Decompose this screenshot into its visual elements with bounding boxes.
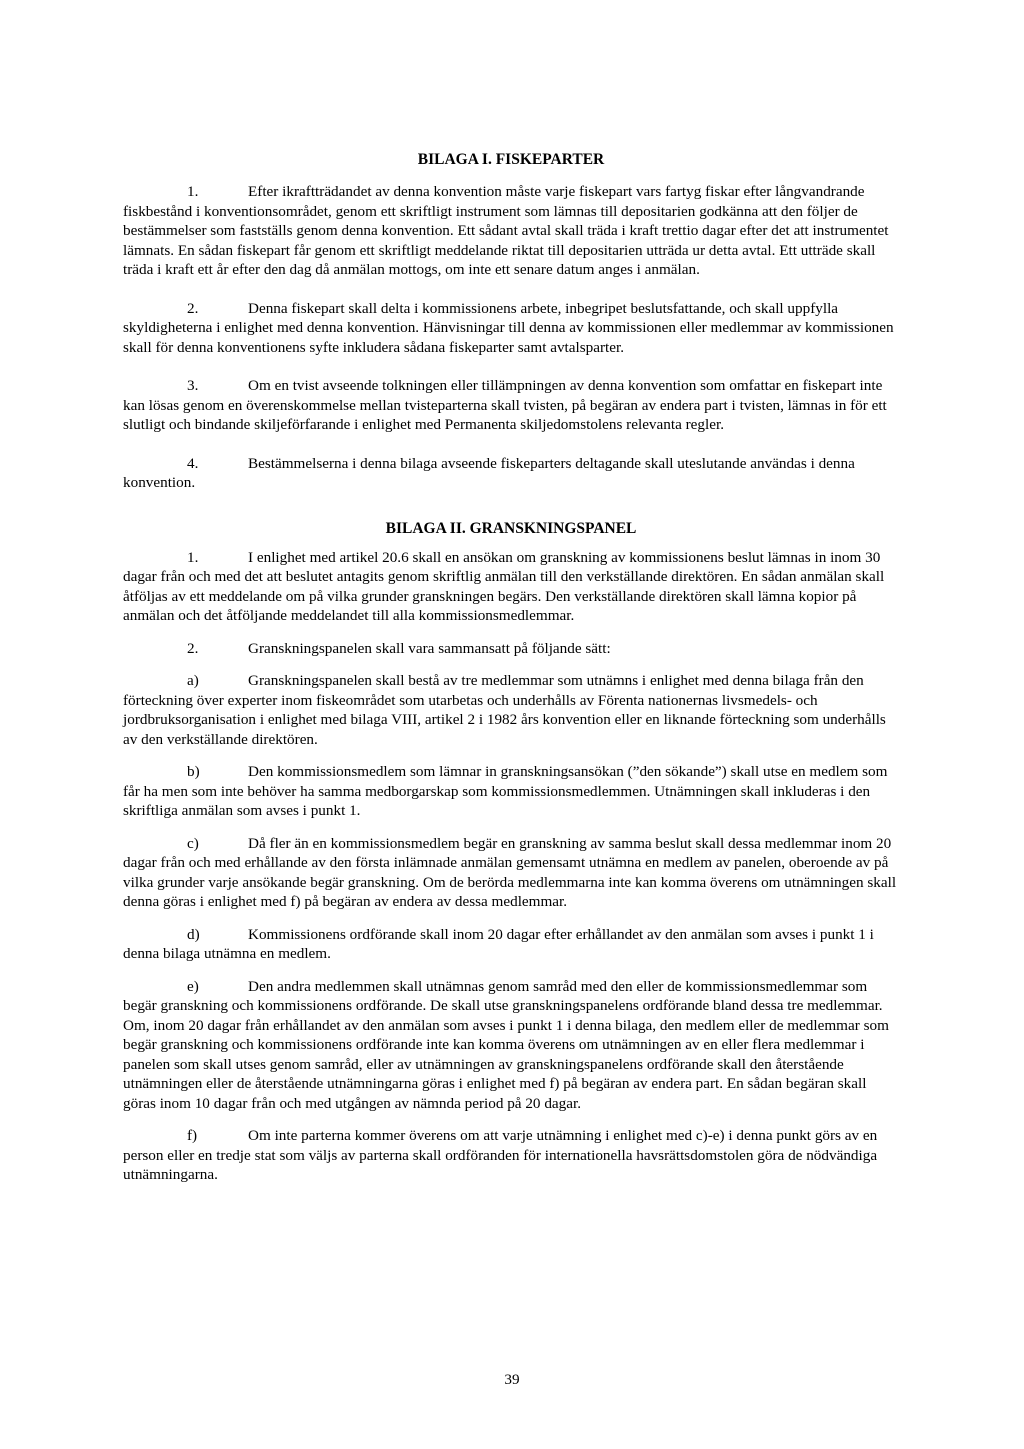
annex-2-item-e	[123, 977, 899, 1114]
item-text: Den andra medlemmen skall utnämnas genom samråd med den eller de kommissionsmedlemmar som begär granskning och kommissionens ordförande. De skall utse granskningspanelens ordförande bland dessa tre medlemmar. Om, inom 20 dagar från erhållandet av den anmälan som avses i punkt 1 i denna bilaga, den medlem eller de medlemmar som begär granskning och kommissionens ordförande inte kan komma överens om utnämningen av en eller flera medlemmar i panelen som skall utses genom samråd, eller av utnämningen av granskningspanelens ordförande skall den återstående utnämningen eller de återstående utnämningarna göras i enlighet med f) på begäran av endera part. En sådan begäran skall göras inom 10 dagar från och med utgången av nämnda period på 20 dagar.	[123, 977, 889, 1112]
item-letter: a)	[187, 672, 199, 689]
annex-1-title: BILAGA I. FISKEPARTER	[417, 151, 605, 168]
item-letter: c)	[187, 834, 199, 852]
annex-2-item-c	[123, 834, 899, 912]
item-text: Granskningspanelen skall bestå av tre medlemmar som utnämns i enlighet med denna bilaga från den förteckning över experter inom fiskeområdet som utarbetas och underhålls av Förenta nationernas livsmedels- och jordbruksorganisation i enlighet med bilaga VIII, artikel 2 i 1982 års konvention eller en liknande förteckning som underhålls av den verkställande direktören.	[123, 672, 886, 748]
item-text: I enlighet med artikel 20.6 skall en ansökan om granskning av kommissionens beslut lämnas in inom 30 dagar från och med det att beslutet antagits genom skriftlig anmälan till den verkställande direktören. En sådan anmälan skall åtföljas av ett meddelande om på vilka grunder granskningen begärs. Den verkställande direktören skall lämna kopior på anmälan och det åtföljande meddelandet till alla kommissionsmedlemmar.	[123, 548, 885, 624]
annex-1-item-2	[123, 299, 899, 358]
annex-1-item-1	[123, 182, 899, 280]
annex-2-title: BILAGA II. GRANSKNINGSPANEL	[385, 519, 637, 537]
item-text: Denna fiskepart skall delta i kommissionens arbete, inbegripet beslutsfattande, och skall uppfylla skyldigheterna i enlighet med denna konvention. Hänvisningar till denna av kommissionen eller medlemmar av kommissionen skall för denna konventionens syfte inkludera sådana fiskeparter samt avtalsparter.	[123, 299, 894, 356]
item-text: Granskningspanelen skall vara sammansatt på följande sätt:	[248, 639, 611, 657]
item-text: Efter ikraftträdandet av denna konvention måste varje fiskepart vars fartyg fiskar efter långvandrande fiskbestånd i konventionsområdet, genom ett skriftligt instrument som lämnas till depositarien godkänna att den följer de bestämmelser som fastställs genom denna konvention. Ett sådant avtal skall träda i kraft trettio dagar efter det att instrumentet lämnats. En sådan fiskepart får genom ett skriftligt meddelande riktat till depositarien utträda ur detta avtal. Ett utträde skall träda i kraft ett år efter den dag då anmälan mottogs, om inte ett senare datum anges i anmälan.	[123, 183, 889, 278]
item-text: Bestämmelserna i denna bilaga avseende fiskeparters deltagande skall uteslutande användas i denna konvention.	[123, 454, 855, 491]
annex-2-item-2	[123, 639, 899, 659]
annex-2-item-a	[123, 671, 899, 749]
annex-1-item-3	[123, 376, 899, 435]
item-number: 3.	[187, 377, 199, 394]
item-letter: b)	[187, 763, 200, 780]
item-letter: e)	[187, 977, 199, 995]
page-content	[123, 150, 899, 1185]
item-number: 4.	[187, 454, 199, 472]
annex-2-item-d	[123, 925, 899, 964]
annex-1-item-4	[123, 454, 899, 493]
item-text: Om en tvist avseende tolkningen eller tillämpningen av denna konvention som omfattar en fiskepart inte kan lösas genom en överenskommelse mellan tvisteparterna skall tvisten, på begäran av endera part i tvisten, lämnas in för ett slutligt och bindande skiljeförfarande i enlighet med Permanenta skiljedomstolens relevanta regler.	[123, 377, 887, 433]
item-letter: d)	[187, 925, 200, 943]
item-number: 1.	[187, 183, 199, 200]
item-text: Den kommissionsmedlem som lämnar in granskningsansökan (”den sökande”) skall utse en medlem som får ha men som inte behöver ha samma medborgarskap som kommissionsmedlemmen. Utnämningen skall inkluderas i den skriftliga anmälan som avses i punkt 1.	[123, 763, 888, 819]
item-number: 1.	[187, 548, 199, 566]
item-text: Kommissionens ordförande skall inom 20 dagar efter erhållandet av den anmälan som avses i punkt 1 i denna bilaga utnämna en medlem.	[123, 925, 874, 962]
item-number: 2.	[187, 639, 199, 657]
annex-2-item-f	[123, 1126, 899, 1185]
item-text: Om inte parterna kommer överens om att varje utnämning i enlighet med c)-e) i denna punkt görs av en person eller en tredje stat som väljs av parterna skall ordföranden för internationella havsrättsdomstolen göra de nödvändiga utnämningarna.	[123, 1127, 878, 1183]
page-number: 39	[504, 1371, 520, 1388]
item-number: 2.	[187, 299, 199, 317]
item-text: Då fler än en kommissionsmedlem begär en granskning av samma beslut skall dessa medlemmar inom 20 dagar från och med erhållande av den första inlämnade anmälan gemensamt utnämna en medlem av panelen, oberoende av på vilka grunder varje ansökande begär granskning. Om de berörda medlemmarna inte kan komma överens om utnämningen skall denna göras i enlighet med f) på begäran av endera av dessa medlemmar.	[123, 834, 897, 910]
annex-2-item-1	[123, 548, 899, 626]
annex-2-item-b	[123, 762, 899, 821]
item-letter: f)	[187, 1127, 198, 1144]
